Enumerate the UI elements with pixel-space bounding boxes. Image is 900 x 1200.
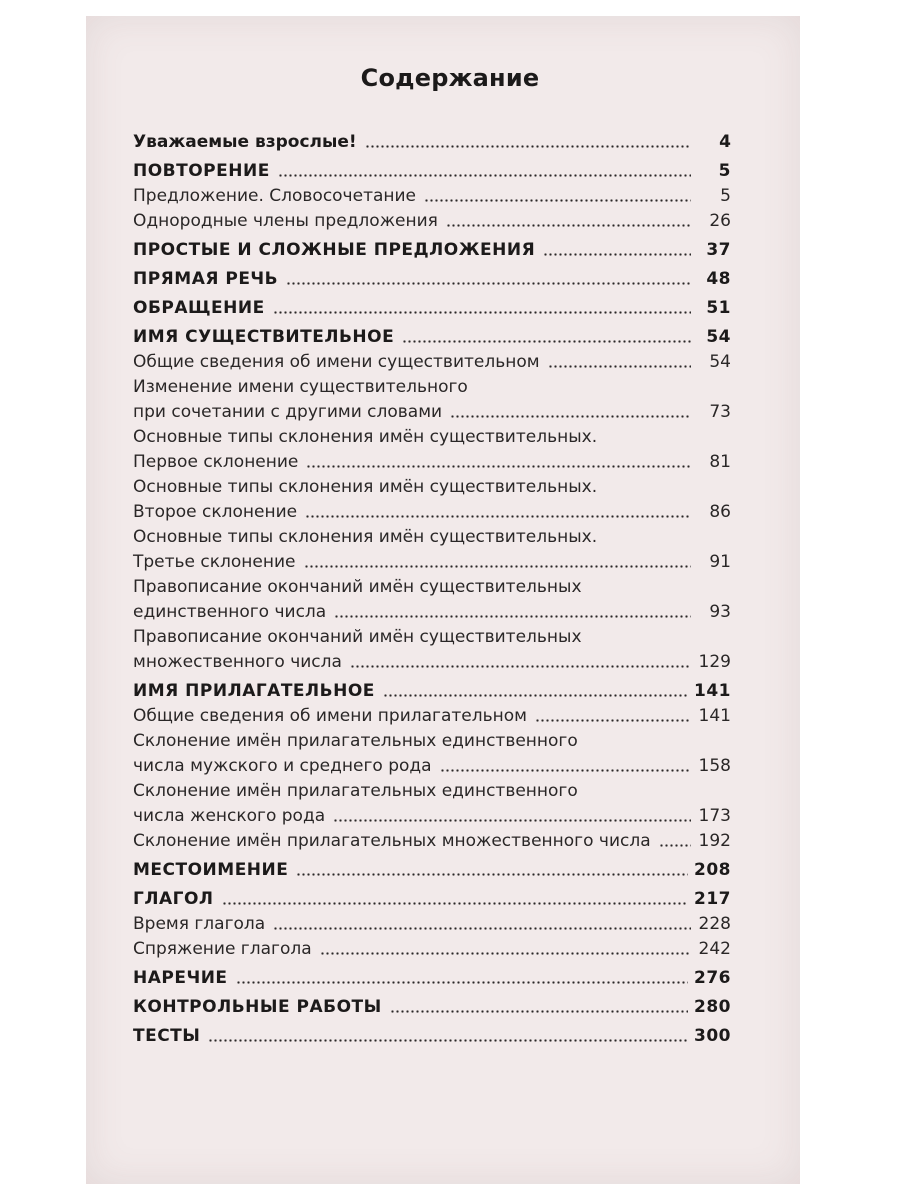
toc-section-label: ПРЯМАЯ РЕЧЬ (133, 269, 279, 289)
toc-entry (133, 400, 731, 425)
toc-entry-label: Третье склонение (133, 552, 296, 572)
toc-section (133, 159, 731, 184)
toc-entry-page: 228 (698, 914, 731, 934)
toc-entry-line1 (133, 375, 731, 400)
toc-section-page: 5 (718, 161, 731, 181)
toc-section (133, 325, 731, 350)
page-title: Содержание (360, 64, 540, 92)
toc-entry-label: Склонение имён прилагательных множественного числа (133, 831, 651, 851)
toc-entry (133, 184, 731, 209)
toc-entry (133, 804, 731, 829)
toc-entry-label: Уважаемые взрослые! (133, 132, 357, 152)
toc-entry (133, 130, 731, 155)
toc-entry-label: Общие сведения об имени существительном (133, 352, 540, 372)
dot-leader (402, 338, 691, 344)
toc-entry-label: Время глагола (133, 914, 266, 934)
toc-entry-page: 93 (709, 602, 731, 622)
dot-leader (278, 172, 691, 178)
toc-entry (133, 600, 731, 625)
toc-entry (133, 209, 731, 234)
dot-leader (222, 900, 688, 906)
toc-entry-page: 73 (709, 402, 731, 422)
toc-section-label: НАРЕЧИЕ (133, 968, 228, 988)
toc-entry-line1 (133, 575, 731, 600)
dot-leader (350, 663, 691, 669)
toc-entry-page: 173 (698, 806, 731, 826)
table-of-contents (133, 130, 731, 1049)
toc-entry (133, 829, 731, 854)
toc-entry-page: 86 (709, 502, 731, 522)
dot-leader (659, 842, 691, 848)
toc-entry-label-line1: Склонение имён прилагательных единственного (133, 781, 578, 801)
toc-entry (133, 912, 731, 937)
toc-section-page: 217 (694, 889, 731, 909)
toc-entry-line1 (133, 475, 731, 500)
dot-leader (334, 613, 691, 619)
dot-leader (543, 251, 691, 257)
toc-entry (133, 937, 731, 962)
dot-leader (390, 1008, 688, 1014)
toc-entry-label-line1: Склонение имён прилагательных единственного (133, 731, 578, 751)
toc-section-page: 51 (706, 298, 731, 318)
toc-section-label: ОБРАЩЕНИЕ (133, 298, 265, 318)
dot-leader (450, 413, 691, 419)
toc-section (133, 296, 731, 321)
toc-section-page: 276 (694, 968, 731, 988)
toc-entry (133, 450, 731, 475)
toc-entry-line1 (133, 779, 731, 804)
dot-leader (208, 1037, 688, 1043)
toc-entry (133, 650, 731, 675)
dot-leader (333, 817, 691, 823)
toc-entry-label-line1: Основные типы склонения имён существительных. (133, 427, 598, 447)
toc-entry-line1 (133, 425, 731, 450)
dot-leader (424, 197, 691, 203)
toc-entry-label-line1: Правописание окончаний имён существительных (133, 577, 582, 597)
dot-leader (273, 309, 691, 315)
toc-section-label: ИМЯ СУЩЕСТВИТЕЛЬНОЕ (133, 327, 395, 347)
toc-section (133, 238, 731, 263)
dot-leader (296, 871, 688, 877)
toc-entry-label: множественного числа (133, 652, 342, 672)
toc-entry-label: Общие сведения об имени прилагательном (133, 706, 527, 726)
dot-leader (305, 513, 691, 519)
toc-section-page: 54 (706, 327, 731, 347)
dot-leader (548, 363, 691, 369)
dot-leader (535, 717, 691, 723)
toc-section (133, 267, 731, 292)
toc-entry-line1 (133, 729, 731, 754)
toc-entry-page: 158 (698, 756, 731, 776)
toc-section-label: ГЛАГОЛ (133, 889, 214, 909)
toc-entry-line1 (133, 525, 731, 550)
toc-entry (133, 500, 731, 525)
dot-leader (306, 463, 691, 469)
toc-section-page: 208 (694, 860, 731, 880)
toc-entry (133, 550, 731, 575)
toc-section (133, 679, 731, 704)
toc-entry-page: 4 (719, 132, 731, 152)
dot-leader (446, 222, 691, 228)
toc-entry-page: 81 (709, 452, 731, 472)
toc-entry-label: при сочетании с другими словами (133, 402, 443, 422)
toc-entry-page: 54 (709, 352, 731, 372)
toc-section-page: 141 (694, 681, 731, 701)
toc-entry-page: 129 (698, 652, 731, 672)
toc-section-page: 280 (694, 997, 731, 1017)
toc-section-label: МЕСТОИМЕНИЕ (133, 860, 289, 880)
toc-section-label: ИМЯ ПРИЛАГАТЕЛЬНОЕ (133, 681, 375, 701)
toc-section-page: 300 (694, 1026, 731, 1046)
toc-entry-label: Однородные члены предложения (133, 211, 438, 231)
dot-leader (383, 692, 688, 698)
dot-leader (365, 143, 691, 149)
toc-section-page: 37 (706, 240, 731, 260)
toc-entry (133, 350, 731, 375)
toc-entry-label-line1: Изменение имени существительного (133, 377, 468, 397)
toc-entry-page: 192 (698, 831, 731, 851)
toc-entry-label-line1: Правописание окончаний имён существительных (133, 627, 582, 647)
toc-entry-page: 242 (698, 939, 731, 959)
toc-entry-line1 (133, 625, 731, 650)
toc-section (133, 887, 731, 912)
toc-entry-label: единственного числа (133, 602, 327, 622)
toc-entry-label-line1: Основные типы склонения имён существительных. (133, 477, 598, 497)
toc-entry-label-line1: Основные типы склонения имён существительных. (133, 527, 598, 547)
toc-entry (133, 754, 731, 779)
toc-entry-label: Спряжение глагола (133, 939, 312, 959)
toc-section-label: ТЕСТЫ (133, 1026, 201, 1046)
toc-entry-label: Первое склонение (133, 452, 299, 472)
toc-entry-page: 91 (709, 552, 731, 572)
toc-entry-label: Предложение. Словосочетание (133, 186, 417, 206)
toc-section-label: ПРОСТЫЕ И СЛОЖНЫЕ ПРЕДЛОЖЕНИЯ (133, 240, 536, 260)
dot-leader (286, 280, 691, 286)
toc-section (133, 858, 731, 883)
toc-entry-page: 26 (709, 211, 731, 231)
toc-entry-label: Второе склонение (133, 502, 298, 522)
toc-entry-label: числа мужского и среднего рода (133, 756, 432, 776)
toc-entry-label: числа женского рода (133, 806, 326, 826)
toc-entry (133, 704, 731, 729)
toc-entry-page: 141 (698, 706, 731, 726)
dot-leader (440, 767, 691, 773)
dot-leader (236, 979, 688, 985)
toc-section (133, 966, 731, 991)
dot-leader (320, 950, 691, 956)
dot-leader (304, 563, 692, 569)
toc-section-page: 48 (706, 269, 731, 289)
toc-section (133, 995, 731, 1020)
toc-section-label: ПОВТОРЕНИЕ (133, 161, 270, 181)
toc-entry-page: 5 (720, 186, 731, 206)
toc-section-label: КОНТРОЛЬНЫЕ РАБОТЫ (133, 997, 382, 1017)
dot-leader (273, 925, 691, 931)
toc-section (133, 1024, 731, 1049)
